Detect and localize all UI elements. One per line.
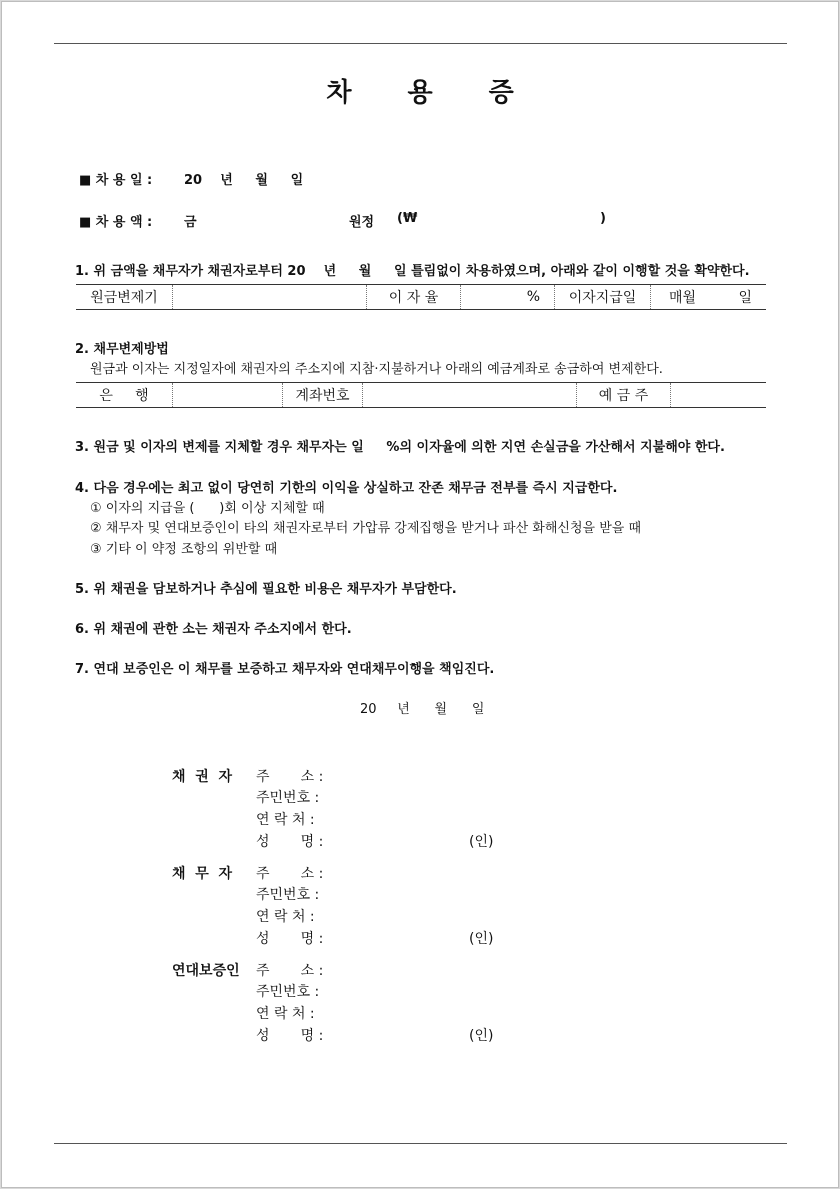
- interest-rate-label: 이 자 율: [366, 285, 460, 309]
- loan-amount-close: ): [600, 211, 606, 226]
- debtor-id-label: 주민번호 :: [256, 887, 320, 903]
- clause-6: 6. 위 채권에 관한 소는 채권자 주소지에서 한다.: [75, 622, 352, 637]
- title-char-3: 증: [488, 78, 514, 108]
- loan-amount-prefix: 금: [184, 215, 197, 230]
- guarantor-address-label: 주 소 :: [256, 963, 324, 979]
- guarantor-seal: (인): [469, 1028, 494, 1044]
- loan-date-label: ■ 차 용 일 :: [79, 173, 153, 188]
- bank-value: [172, 383, 282, 407]
- title-char-1: 차: [326, 78, 352, 108]
- debtor-address-label: 주 소 :: [256, 866, 324, 882]
- debtor-name-label: 성 명 :: [256, 931, 324, 947]
- document-title: [2, 72, 838, 109]
- bottom-rule: [54, 1143, 787, 1144]
- repayment-table: [76, 284, 766, 310]
- monthly-text: 매월: [669, 290, 697, 306]
- debtor-seal: (인): [469, 931, 494, 947]
- interest-day-value: [650, 285, 766, 309]
- guarantor-id-label: 주민번호 :: [256, 984, 320, 1000]
- holder-value: [670, 383, 766, 407]
- loan-amount-won: 원정: [349, 215, 375, 230]
- bank-label: 은 행: [99, 388, 149, 404]
- signing-date: 20 년 월 일: [360, 702, 485, 717]
- interest-rate-value: [460, 285, 554, 309]
- clause-3: 3. 원금 및 이자의 변제를 지체할 경우 채무자는 일 %의 이자율에 의한 지연 손실금을 가산해서 지불해야 한다.: [75, 440, 725, 455]
- clause-4-item-3: ③ 기타 이 약정 조항의 위반할 때: [90, 542, 278, 557]
- day-text: 일: [738, 290, 752, 306]
- clause-2-title: 2. 채무변제방법: [75, 342, 169, 357]
- clause-5: 5. 위 채권을 담보하거나 추심에 필요한 비용은 채무자가 부담한다.: [75, 582, 457, 597]
- creditor-seal: (인): [469, 834, 494, 850]
- clause-4-item-1: ① 이자의 지급을 ( )회 이상 지체할 때: [90, 501, 325, 516]
- account-value: [362, 383, 576, 407]
- debtor-label: 채 무 자: [172, 866, 233, 882]
- clause-4-title: 4. 다음 경우에는 최고 없이 당연히 기한의 이익을 상실하고 잔존 채무금 전부를 즉시 지급한다.: [75, 481, 618, 496]
- repay-date-label: 원금변제기: [90, 290, 158, 306]
- guarantor-contact-label: 연 락 처 :: [256, 1006, 315, 1022]
- clause-4-item-2: ② 채무자 및 연대보증인이 타의 채권자로부터 가압류 강제집행을 받거나 파산 화해신청을 받을 때: [90, 521, 642, 536]
- creditor-address-label: 주 소 :: [256, 769, 324, 785]
- document-page: [1, 1, 839, 1188]
- creditor-name-label: 성 명 :: [256, 834, 324, 850]
- account-label: 계좌번호: [282, 383, 362, 407]
- top-rule: [54, 43, 787, 44]
- interest-day-label: 이자지급일: [554, 285, 650, 309]
- loan-amount-paren: (₩: [397, 211, 418, 226]
- title-char-2: 용: [407, 78, 433, 108]
- loan-amount-label: ■ 차 용 액 :: [79, 215, 153, 230]
- holder-label: 예 금 주: [576, 383, 670, 407]
- debtor-contact-label: 연 락 처 :: [256, 909, 315, 925]
- clause-1: 1. 위 금액을 채무자가 채권자로부터 20 년 월 일 틀림없이 차용하였으며, 아래와 같이 이행할 것을 확약한다.: [75, 264, 750, 279]
- creditor-label: 채 권 자: [172, 769, 233, 785]
- bank-table: [76, 382, 766, 408]
- guarantor-name-label: 성 명 :: [256, 1028, 324, 1044]
- creditor-id-label: 주민번호 :: [256, 790, 320, 806]
- clause-2-body: 원금과 이자는 지정일자에 채권자의 주소지에 지참·지불하거나 아래의 예금계좌로 송금하여 변제한다.: [90, 362, 663, 377]
- loan-date-value: 20 년 월 일: [184, 173, 304, 188]
- percent-sign: %: [526, 289, 540, 305]
- clause-7: 7. 연대 보증인은 이 채무를 보증하고 채무자와 연대채무이행을 책임진다.: [75, 662, 495, 677]
- guarantor-label: 연대보증인: [172, 963, 240, 979]
- creditor-contact-label: 연 락 처 :: [256, 812, 315, 828]
- repay-date-value: [172, 285, 366, 309]
